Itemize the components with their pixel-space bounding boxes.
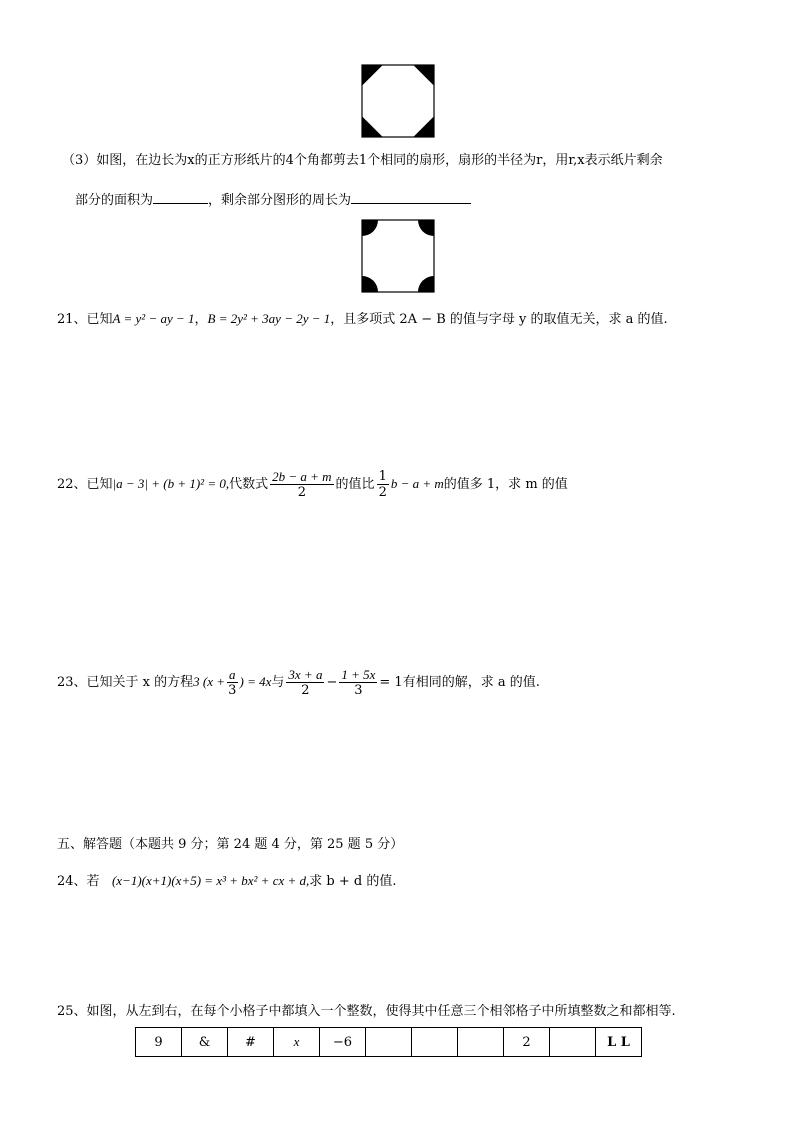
- grid-cell[interactable]: 2: [504, 1028, 550, 1057]
- corner-sector: [362, 276, 378, 292]
- q20-3-line2: [75, 191, 471, 209]
- q21-expr-b: B = 2y² + 3ay − 2y − 1: [207, 311, 331, 326]
- section-5-title: 五、解答题（本题共 9 分；第 24 题 4 分，第 25 题 5 分）: [57, 837, 404, 852]
- q23-eq1-b: ) = 4x: [239, 674, 272, 689]
- q23-eq2-fraction-2: [339, 667, 377, 698]
- q23: [57, 664, 540, 701]
- q22-condition: |a − 3| + (b + 1)² = 0,: [112, 476, 230, 491]
- answer-blank-perimeter[interactable]: [351, 191, 471, 204]
- answer-blank-area[interactable]: [153, 191, 208, 204]
- q22-mid2: 的值比: [335, 477, 375, 492]
- q24-suffix: 求 b + d 的值.: [309, 874, 397, 889]
- grid-cell[interactable]: L L: [596, 1028, 642, 1057]
- q24-prefix: 24、若: [57, 874, 100, 889]
- grid-row: [136, 1028, 642, 1057]
- q21: 21、已知A = y² − ay − 1，B = 2y² + 3ay − 2y − 1，且多项式 2A − B 的值与字母 y 的取值无关，求 a 的值.: [57, 311, 668, 327]
- q23-minus: −: [326, 675, 338, 690]
- figure-square-cut-triangles: [360, 63, 436, 139]
- q23-frac1-den: 2: [301, 683, 310, 698]
- q25-number-grid: [135, 1027, 642, 1057]
- q22-frac1-num: 2b − a + m: [272, 469, 332, 484]
- q23-frac1-num: 3x + a: [288, 667, 323, 682]
- q23-eq1-a: 3 (x +: [193, 674, 226, 689]
- corner-sector: [418, 276, 434, 292]
- q23-prefix: 23、已知关于 x 的方程: [57, 675, 194, 690]
- q20-3-area-label: 部分的面积为: [75, 193, 154, 208]
- q22-mid3: b − a + m: [390, 476, 444, 491]
- grid-cell[interactable]: [550, 1028, 596, 1057]
- q23-eq2-end: = 1: [379, 675, 403, 690]
- corner-sector: [362, 220, 378, 236]
- q24: [57, 873, 396, 890]
- figure-square-cut-sectors: [360, 218, 436, 294]
- grid-cell[interactable]: &: [182, 1028, 228, 1057]
- q21-expr-a: A = y² − ay − 1: [112, 311, 195, 326]
- grid-cell[interactable]: [412, 1028, 458, 1057]
- q21-prefix: 21、已知: [57, 312, 113, 327]
- q22-prefix: 22、已知: [57, 477, 113, 492]
- q22-fraction-2: [377, 469, 389, 500]
- grid-cell[interactable]: [366, 1028, 412, 1057]
- q23-mid: 与: [271, 675, 285, 690]
- q23-eq1-frac-num: a: [229, 667, 236, 682]
- q20-3-perimeter-label: ，剩余部分图形的周长为: [208, 193, 352, 208]
- q22-frac1-den: 2: [297, 485, 306, 500]
- q22-frac2-num: 1: [378, 469, 387, 484]
- q25-text: 25、如图，从左到右，在每个小格子中都填入一个整数，使得其中任意三个相邻格子中所填整数之和都相等.: [57, 1004, 676, 1019]
- q22-frac2-den: 2: [378, 485, 387, 500]
- q23-eq1-frac-den: 3: [228, 683, 237, 698]
- q23-eq2-fraction-1: [286, 667, 324, 698]
- corner-sector: [418, 220, 434, 236]
- grid-cell[interactable]: −6: [320, 1028, 366, 1057]
- q23-frac2-num: 1 + 5x: [341, 667, 376, 682]
- q22-fraction-1: [270, 469, 333, 500]
- grid-cell[interactable]: 9: [136, 1028, 182, 1057]
- q20-3-line1: （3）如图，在边长为x的正方形纸片的4个角都剪去1个相同的扇形，扇形的半径为r，用r,x表示纸片剩余: [62, 153, 663, 168]
- grid-cell[interactable]: x: [274, 1028, 320, 1057]
- q23-frac2-den: 3: [354, 683, 363, 698]
- q23-suffix: 有相同的解，求 a 的值.: [402, 675, 540, 690]
- q22: [57, 466, 568, 503]
- q24-expression: (x−1)(x+1)(x+5) = x³ + bx² + cx + d,: [111, 873, 310, 888]
- grid-cell[interactable]: [458, 1028, 504, 1057]
- grid-cell[interactable]: #: [228, 1028, 274, 1057]
- q23-eq1-fraction: [227, 667, 238, 698]
- q22-suffix: 的值多 1，求 m 的值: [443, 477, 568, 492]
- q22-mid1: 代数式: [229, 477, 269, 492]
- q21-suffix: ，且多项式 2A − B 的值与字母 y 的取值无关，求 a 的值.: [330, 312, 668, 327]
